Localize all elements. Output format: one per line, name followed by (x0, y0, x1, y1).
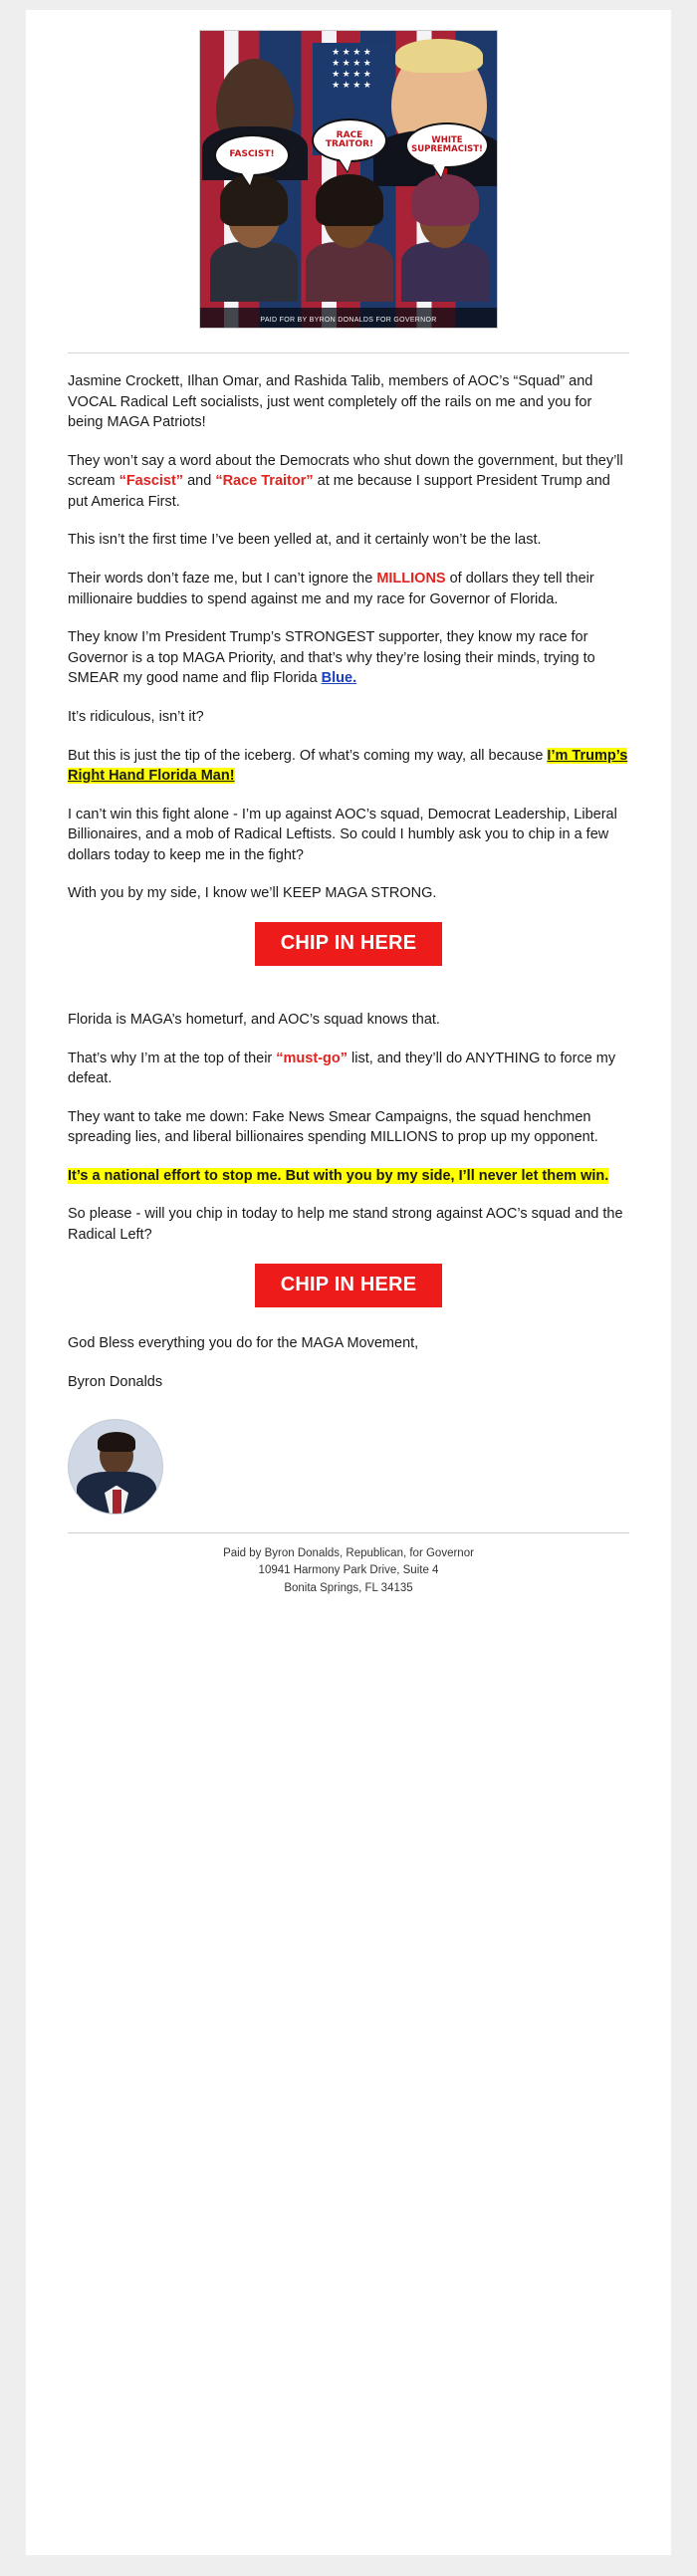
hero-image-container (26, 26, 671, 339)
paragraph-8: I can’t win this fight alone - I’m up against AOC’s squad, Democrat Leadership, Liberal Billionaires, and a mob of Radical Leftists. So could I humbly ask you to chip in a few dollars today to keep me in the fight? (68, 806, 617, 863)
paragraph-3: This isn’t the first time I’ve been yelled at, and it certainly won’t be the last. (68, 532, 542, 549)
hero-disclaimer-text: PAID FOR BY BYRON DONALDS FOR GOVERNOR (260, 317, 437, 324)
p4-text-b: of dollars they tell their millionaire buddies to spend against me and my race for Governor of Florida. (68, 571, 594, 607)
hair-shape (220, 174, 288, 226)
paragraph-14: So please - will you chip in today to help me stand strong against AOC’s squad and the Radical Left? (68, 1206, 623, 1244)
figure-woman-1 (208, 174, 300, 302)
signoff-blessing: God Bless everything you do for the MAGA Movement, (68, 1334, 419, 1351)
chip-in-button-top[interactable]: CHIP IN HERE (255, 922, 443, 966)
paragraph-10: Florida is MAGA’s hometurf, and AOC’s squad knows that. (68, 1011, 440, 1028)
signoff-block (26, 1333, 671, 1393)
email-body-continued (26, 992, 671, 1246)
footer-line-3: Bonita Springs, FL 34135 (284, 1582, 413, 1595)
p11-emphasis-must-go: “must-go” (276, 1050, 348, 1066)
hair-shape (316, 174, 383, 226)
paragraph-6: It’s ridiculous, isn’t it? (68, 708, 204, 725)
p2-text-a: They won’t say a word about the Democrats who shut down the government, but they’ll scream (68, 452, 623, 490)
body-shape (401, 242, 489, 302)
email-body (26, 353, 671, 904)
signoff-name: Byron Donalds (68, 1373, 163, 1390)
avatar (68, 1419, 163, 1515)
p2-text-c: at me because I support President Trump and put America First. (68, 473, 610, 510)
paragraph-9: With you by my side, I know we’ll KEEP MAGA STRONG. (68, 885, 437, 902)
p11-text-a: That’s why I’m at the top of their (68, 1050, 277, 1066)
figure-woman-2 (304, 174, 395, 302)
blue-link[interactable]: Blue. (321, 670, 357, 687)
email-card (26, 10, 671, 2555)
political-attack-graphic (199, 30, 498, 329)
cta-container-bottom (26, 1264, 671, 1307)
body-shape (210, 242, 298, 302)
hair-shape (395, 39, 483, 73)
speech-bubble-1: FASCIST! (214, 134, 290, 176)
p2-emphasis-race-traitor: “Race Traitor” (215, 473, 314, 490)
cta-container-top (26, 922, 671, 966)
figure-woman-3 (399, 174, 491, 302)
avatar-tie-shape (113, 1490, 121, 1515)
speech-bubble-2: RACE TRAITOR! (312, 118, 387, 162)
body-shape (306, 242, 393, 302)
footer-disclaimer (26, 1545, 671, 1616)
p7-highlight: I’m Trump’s Right Hand Florida Man! (68, 747, 628, 785)
avatar-hair-shape (98, 1432, 135, 1452)
p4-emphasis-millions: MILLIONS (376, 571, 446, 587)
p2-text-b: and (183, 473, 216, 490)
paragraph-12: They want to take me down: Fake News Smear Campaigns, the squad henchmen spreading lies, and liberal billionaires spending MILLIONS to prop up my opponent. (68, 1108, 598, 1146)
paragraph-5 (68, 627, 629, 689)
paragraph-4 (68, 569, 629, 609)
paragraph-7 (68, 746, 629, 787)
p4-text-a: Their words don’t faze me, but I can’t ignore the (68, 571, 377, 587)
p11-text-b: list, and they’ll do ANYTHING to force my defeat. (68, 1050, 616, 1087)
p7-text-a: But this is just the tip of the iceberg. Of what’s coming my way, all because (68, 747, 548, 764)
p5-text-a: They know I’m President Trump’s STRONGEST supporter, they know my race for Governor is a top MAGA Priority, and that’s why they’re losing their minds, trying to SMEAR my good name and flip Florida (68, 629, 595, 687)
footer-line-2: 10941 Harmony Park Drive, Suite 4 (258, 1564, 439, 1577)
divider-footer (68, 1532, 629, 1533)
speech-bubble-3: WHITE SUPREMACIST! (405, 122, 489, 168)
paragraph-11 (68, 1049, 629, 1089)
avatar-container (26, 1411, 671, 1515)
paragraph-1: Jasmine Crockett, Ilhan Omar, and Rashida Talib, members of AOC’s “Squad” and VOCAL Radical Left socialists, just went completely off the rails on me and you for being MAGA Patriots! (68, 373, 593, 431)
paragraph-13 (68, 1166, 629, 1187)
p2-emphasis-fascist: “Fascist” (118, 473, 184, 490)
chip-in-button-bottom[interactable]: CHIP IN HERE (255, 1264, 443, 1307)
hair-shape (411, 174, 479, 226)
footer-line-1: Paid by Byron Donalds, Republican, for Governor (223, 1546, 474, 1559)
figures-row (200, 170, 497, 302)
p13-highlight: It’s a national effort to stop me. But with you by my side, I’ll never let them win. (68, 1167, 609, 1184)
paragraph-2 (68, 451, 629, 513)
